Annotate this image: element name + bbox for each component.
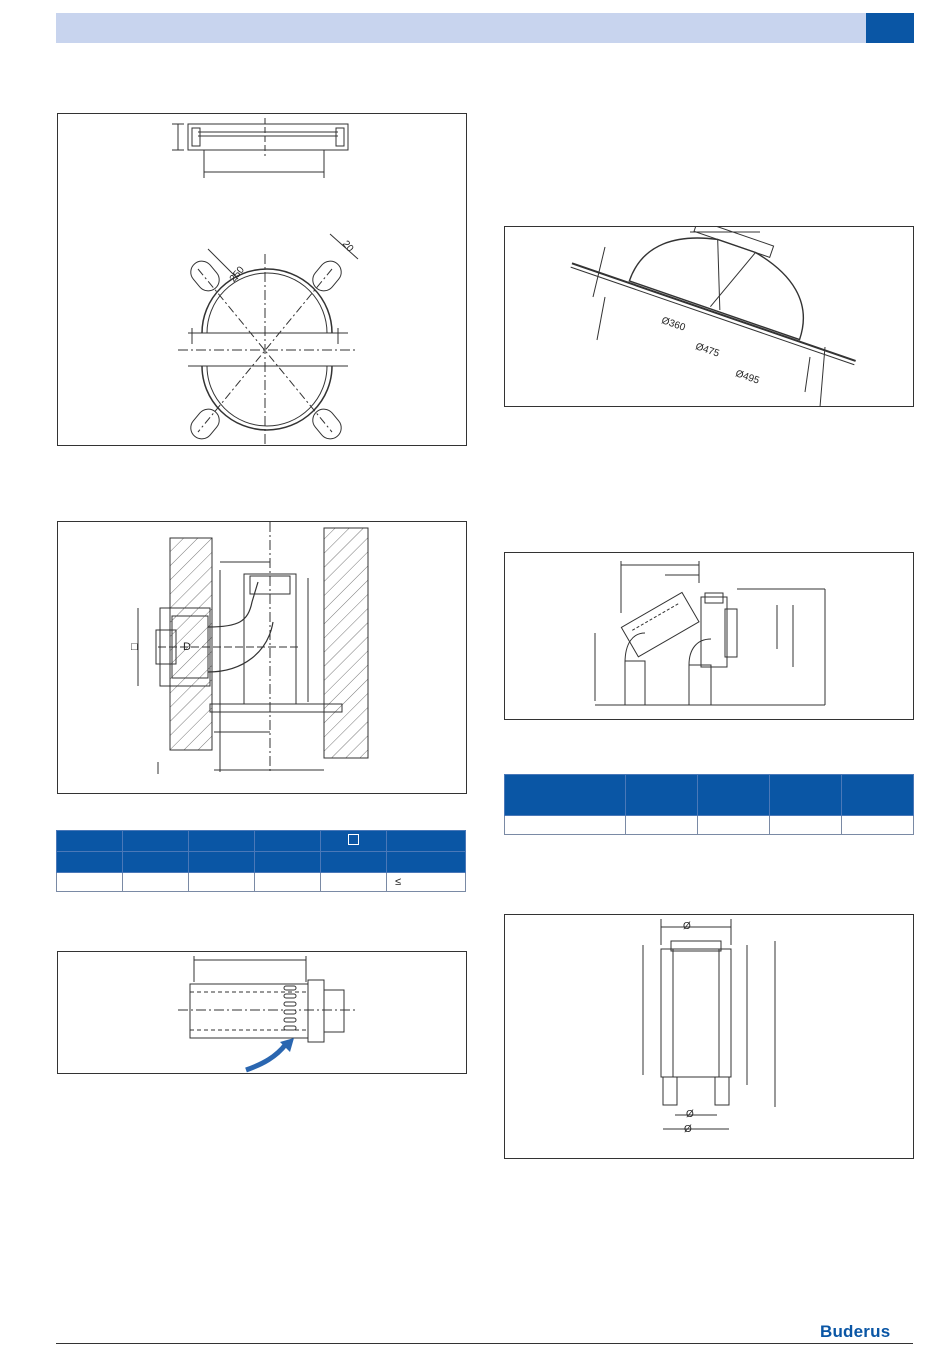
dia-outer: Ø — [684, 1124, 692, 1135]
th-5 — [842, 775, 914, 816]
th-3 — [189, 831, 255, 852]
figure-wall-pass — [57, 521, 467, 794]
cell — [842, 816, 914, 835]
th-4 — [770, 775, 842, 816]
figure-elbow — [504, 552, 914, 720]
header-band — [56, 13, 866, 43]
th-5 — [321, 831, 387, 852]
cell-note: ≤ — [387, 873, 466, 892]
figure-ring-frame — [57, 113, 467, 446]
cell — [189, 873, 255, 892]
th-2 — [626, 775, 698, 816]
footer-rule — [56, 1343, 913, 1344]
cell — [505, 816, 626, 835]
dim-495: Ø495 — [733, 368, 761, 387]
figure-roof-plate — [504, 226, 914, 407]
cell — [698, 816, 770, 835]
figure-tube — [504, 914, 914, 1159]
dim-475: Ø475 — [693, 341, 721, 360]
square-icon — [348, 834, 359, 845]
label-square: □ — [131, 641, 138, 653]
table-left — [56, 830, 466, 892]
dim-360: Ø360 — [659, 315, 687, 334]
dia-inner: Ø — [686, 1109, 694, 1120]
cell — [123, 873, 189, 892]
cell — [57, 873, 123, 892]
table-right — [504, 774, 914, 835]
th-2 — [123, 831, 189, 852]
figure-terminal — [57, 951, 467, 1074]
th-4 — [255, 831, 321, 852]
cell — [255, 873, 321, 892]
th-3 — [698, 775, 770, 816]
dim-250: 250 — [227, 264, 247, 285]
dia-top: Ø — [683, 921, 691, 932]
th-1 — [505, 775, 626, 816]
dim-20: 20 — [339, 238, 356, 255]
label-d: D — [183, 641, 191, 653]
brand-logo: Buderus — [820, 1322, 891, 1341]
th-1 — [57, 831, 123, 852]
header-tab — [866, 13, 914, 43]
cell — [770, 816, 842, 835]
th-6 — [387, 831, 466, 852]
cell — [626, 816, 698, 835]
cell — [321, 873, 387, 892]
